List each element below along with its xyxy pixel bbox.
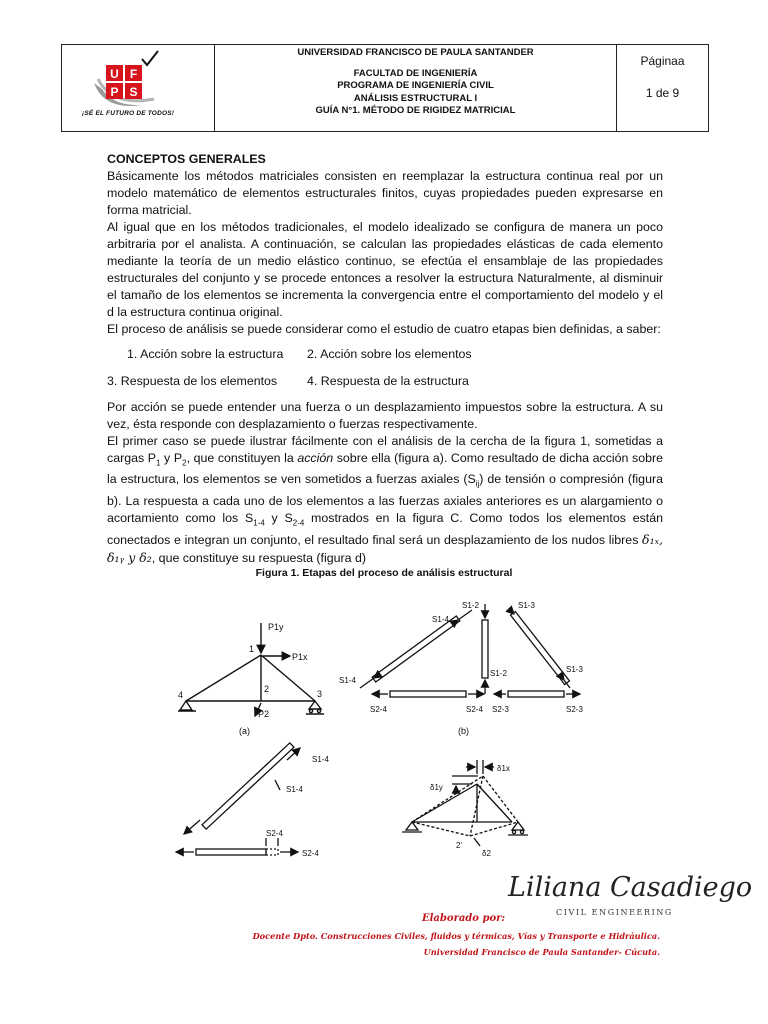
figure-b-labels bbox=[339, 601, 583, 736]
svg-text:(b): (b) bbox=[458, 726, 469, 736]
author-department: Docente Dpto. Construcciones Civiles, fluidos y térmicas, Vías y Transporte e Hidráulica. bbox=[252, 931, 660, 941]
svg-text:P1x: P1x bbox=[292, 652, 308, 662]
page-label: Páginaa bbox=[640, 54, 685, 68]
svg-text:P1y: P1y bbox=[268, 622, 284, 632]
svg-text:S1-2: S1-2 bbox=[462, 601, 479, 610]
author-signature: Liliana Casadiego bbox=[508, 872, 753, 903]
paragraph-2: Al igual que en los métodos tradicionales, el modelo idealizado se configura de manera un poco arbitraria por el analista. A continuación, se calculan las propiedades elásticas de cada elemento mediante la teoría de un medio elástico continuo, se efectúa el ensamblaje de las propiedades estructurales del conjunto y se procede entonces a resolver la estructura Naturalmente, al disminuir el tamaño de los elementos se incrementa la convergencia entre el comportamiento del modelo y el d la estructura continua original. bbox=[107, 220, 663, 319]
figure-c-deformations bbox=[176, 743, 300, 855]
figure-a-labels bbox=[178, 622, 322, 736]
list-item: 2. Acción sobre los elementos bbox=[307, 347, 472, 361]
svg-text:(a): (a) bbox=[239, 726, 250, 736]
figure-b-forces bbox=[360, 604, 580, 697]
svg-text:S2-4: S2-4 bbox=[266, 829, 283, 838]
displacement-symbols: δ₁ₓ, δ₁ᵧ y δ₂ bbox=[107, 532, 663, 566]
svg-text:S1-3: S1-3 bbox=[518, 601, 535, 610]
author-university: Universidad Francisco de Paula Santander- Cúcuta. bbox=[423, 947, 660, 957]
svg-text:S1-4: S1-4 bbox=[312, 755, 329, 764]
signature-subtitle: CIVIL ENGINEERING bbox=[556, 908, 673, 917]
svg-text:2': 2' bbox=[456, 841, 462, 850]
svg-text:S2-4: S2-4 bbox=[302, 849, 319, 858]
guide-title: GUÍA N°1. MÉTODO DE RIGIDEZ MATRICIAL bbox=[315, 105, 516, 116]
svg-text:S2-4: S2-4 bbox=[370, 705, 387, 714]
svg-text:S2-3: S2-3 bbox=[566, 705, 583, 714]
list-item: 1. Acción sobre la estructura bbox=[127, 347, 284, 361]
svg-text:S2-3: S2-3 bbox=[492, 705, 509, 714]
svg-text:S1-4: S1-4 bbox=[339, 676, 356, 685]
svg-text:3: 3 bbox=[317, 689, 323, 699]
paragraph-5: El primer caso se puede ilustrar fácilmente con el análisis de la cercha de la figura 1, sometidas a cargas $P_1$ y $P_2$, que constituyen la acción sobre ella (figura a). Como resultado de dicha acción sobre la estructura, los elementos se ven sometidos a fuerzas axiales $(S_{ij})$ de tensión o compresión (figura b). La respuesta a cada uno de los elementos a las fuerzas axiales anteriores es un alargamiento o acortamiento como los $S_{1-4}$ y $S_{2-4}$ mostrados en la figura C. Como todos los elementos están conectados e integran un conjunto, el resultado final será un desplazamiento de los nudos libres δ₁ₓ, δ₁ᵧ y δ₂, que constituye su respuesta (figura d) bbox=[107, 434, 664, 566]
svg-text:S2-4: S2-4 bbox=[466, 705, 483, 714]
paragraph-4: Por acción se puede entender una fuerza o un desplazamiento impuestos sobre la estructura. A su vez, ésta responde con desplazamiento o fuerzas respectivamente. bbox=[107, 400, 663, 431]
slogan: ¡SÉ EL FUTURO DE TODOS! bbox=[82, 110, 175, 117]
svg-text:S: S bbox=[129, 85, 138, 99]
svg-text:P2: P2 bbox=[258, 709, 270, 719]
faculty-name: FACULTAD DE INGENIERÍA bbox=[353, 67, 478, 79]
figure-caption: Figura 1. Etapas del proceso de análisis estructural bbox=[255, 567, 513, 579]
svg-text:δ2: δ2 bbox=[482, 849, 491, 858]
course-name: ANÁLISIS ESTRUCTURAL I bbox=[353, 92, 478, 104]
svg-text:2: 2 bbox=[264, 684, 270, 694]
paragraph-1: Básicamente los métodos matriciales consisten en reemplazar la estructura continua real por un modelo matemático de elementos estructurales finitos, cuyas propiedades pueden expresarse en forma matricial. bbox=[107, 169, 663, 217]
list-item: 4. Respuesta de la estructura bbox=[307, 374, 469, 388]
svg-text:F: F bbox=[129, 67, 138, 81]
svg-text:S1-4: S1-4 bbox=[286, 785, 303, 794]
section-heading: CONCEPTOS GENERALES bbox=[107, 152, 266, 166]
paragraph-3: El proceso de análisis se puede considerar como el estudio de cuatro etapas bien definidas, a saber: bbox=[107, 322, 661, 336]
svg-text:S1-4: S1-4 bbox=[432, 615, 449, 624]
figure-d-labels bbox=[430, 764, 510, 858]
prepared-by-label: Elaborado por: bbox=[422, 913, 506, 924]
svg-text:1: 1 bbox=[249, 644, 255, 654]
figure-a-truss bbox=[178, 623, 324, 716]
page-count: 1 de 9 bbox=[645, 86, 680, 100]
svg-text:P: P bbox=[110, 85, 119, 99]
svg-text:δ1x: δ1x bbox=[497, 764, 510, 773]
figure-c-labels bbox=[266, 755, 329, 858]
university-name: UNIVERSIDAD FRANCISCO DE PAULA SANTANDER bbox=[297, 47, 534, 58]
svg-text:U: U bbox=[110, 67, 119, 81]
list-item: 3. Respuesta de los elementos bbox=[107, 374, 278, 388]
program-name: PROGRAMA DE INGENIERÍA CIVIL bbox=[337, 80, 494, 91]
svg-text:4: 4 bbox=[178, 690, 184, 700]
svg-text:S1-2: S1-2 bbox=[490, 669, 507, 678]
svg-text:δ1y: δ1y bbox=[430, 783, 443, 792]
svg-text:S1-3: S1-3 bbox=[566, 665, 583, 674]
